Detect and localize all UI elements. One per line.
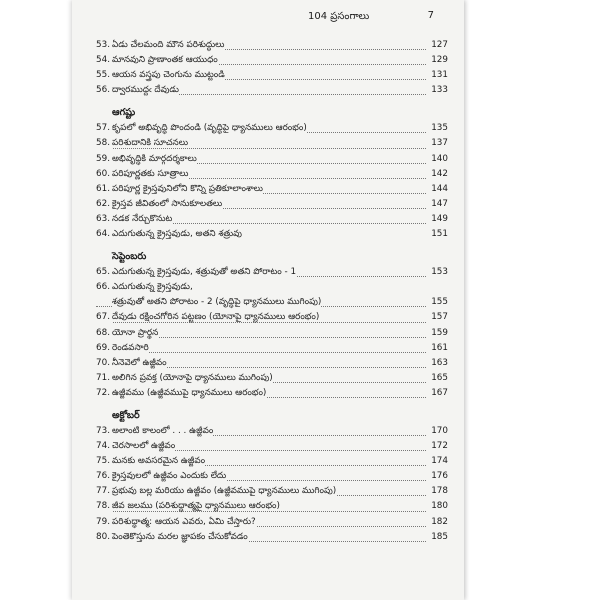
toc-entry xyxy=(96,424,448,439)
entry-number: 65. xyxy=(96,265,112,280)
toc-entry xyxy=(96,295,448,310)
entry-page-number: 170 xyxy=(429,424,448,439)
entry-title: నీనెవెలో ఉజ్జీవం xyxy=(112,357,167,368)
entry-page-number: 144 xyxy=(429,182,448,197)
toc-entry xyxy=(96,326,448,341)
entry-title: జీవ జలము (పరిశుద్ధాత్మపై ధ్యానములు ఆరంభం) xyxy=(112,501,280,512)
entry-number: 58. xyxy=(96,136,112,151)
page-header xyxy=(72,10,464,26)
entry-title: క్రైస్తవులలో ఉజ్జీవం ఎందుకు లేదు xyxy=(112,471,227,482)
entry-number: 75. xyxy=(96,454,112,469)
toc-entry xyxy=(96,484,448,499)
entry-page-number: 167 xyxy=(429,386,448,401)
entry-page-number: 155 xyxy=(429,295,448,310)
toc-section xyxy=(96,249,448,401)
section-heading: అక్టోబర్ xyxy=(112,409,140,421)
entry-page-number: 140 xyxy=(429,152,448,167)
toc-entry xyxy=(96,469,448,484)
entry-title: పరిపూర్ణ క్రైస్తవునిలోని కొన్ని ప్రతికూలాంశాలు xyxy=(112,183,263,194)
entry-title: ప్రభువు బల్ల మరియు ఉజ్జీవం (ఉజ్జీవముపై ధ్యానములు ముగింపు) xyxy=(112,486,337,497)
entry-title: చెరసాలలో ఉజ్జీవం xyxy=(112,441,176,452)
entry-title: అభివృద్ధికి మార్గదర్శకాలు xyxy=(112,153,197,164)
entry-number: 68. xyxy=(96,326,112,341)
toc-entry xyxy=(96,182,448,197)
entry-title: మానవుని ప్రాణాంతక ఆయుధం xyxy=(112,55,218,66)
entry-number: 57. xyxy=(96,121,112,136)
entry-title: ఎదుగుతున్న క్రైస్తవుడు, అతని శత్రువు xyxy=(112,229,242,240)
toc-entry xyxy=(96,167,448,182)
entry-title: కృపలో అభివృద్ధి పొందండి (వృద్ధిపై ధ్యానములు ఆరంభం) xyxy=(112,123,307,134)
book-page xyxy=(72,0,464,600)
toc-entry xyxy=(96,265,448,280)
entry-title: అలిగిన ప్రవక్త (యోనాపై ధ్యానములు ముగింపు) xyxy=(112,372,273,383)
toc-entry xyxy=(96,515,448,530)
entry-number: 77. xyxy=(96,484,112,499)
entry-number: 79. xyxy=(96,515,112,530)
entry-title: నడక నేర్చుకొనుట xyxy=(112,213,173,224)
entry-title: ఉజ్జీవము (ఉజ్జీవముపై ధ్యానములు ఆరంభం) xyxy=(112,387,267,398)
entry-number: 54. xyxy=(96,53,112,68)
entry-title: ఎదుగుతున్న క్రైస్తవుడు, శత్రువుతో అతని పోరాటం - 1 xyxy=(112,267,297,278)
entry-page-number: 185 xyxy=(429,530,448,545)
toc-entry xyxy=(96,280,448,295)
entry-page-number: 151 xyxy=(429,227,448,242)
toc-entry xyxy=(96,136,448,151)
toc-entry xyxy=(96,152,448,167)
entry-page-number: 176 xyxy=(429,469,448,484)
entry-number: 60. xyxy=(96,167,112,182)
toc-section xyxy=(96,408,448,545)
entry-number: 53. xyxy=(96,38,112,53)
entry-title: క్రైస్తవ జీవితంలో సానుకూలతలు xyxy=(112,198,223,209)
section-heading: సెప్టెంబరు xyxy=(112,251,147,263)
toc-entry xyxy=(96,499,448,514)
toc-entry xyxy=(96,212,448,227)
toc-entry xyxy=(96,439,448,454)
entry-title: ఏడు చేలమంది మౌన పరిశుద్ధులు xyxy=(112,40,225,50)
running-title: 104 ప్రసంగాలు xyxy=(308,11,370,22)
entry-page-number: 180 xyxy=(429,499,448,514)
toc-entry xyxy=(96,53,448,68)
entry-number: 74. xyxy=(96,439,112,454)
entry-number: 78. xyxy=(96,499,112,514)
entry-number: 66. xyxy=(96,280,112,295)
toc-entry xyxy=(96,454,448,469)
entry-title: శత్రువుతో అతని పోరాటం - 2 (వృద్ధిపై ధ్యానములు ముగింపు) xyxy=(112,297,322,308)
entry-number: 55. xyxy=(96,68,112,83)
entry-page-number: 161 xyxy=(429,341,448,356)
entry-title: అలాంటి కాలంలో . . . ఉజ్జీవం xyxy=(112,425,214,436)
entry-number: 69. xyxy=(96,341,112,356)
toc-section xyxy=(96,38,448,98)
entry-page-number: 182 xyxy=(429,515,448,530)
entry-title: యోనా ప్రార్థన xyxy=(112,327,159,338)
entry-number: 56. xyxy=(96,83,112,98)
entry-title: మనకు అవసరమైన ఉజ్జీవం xyxy=(112,456,206,467)
page-number: 7 xyxy=(427,10,434,21)
entry-page-number: 129 xyxy=(429,53,448,68)
entry-number: 64. xyxy=(96,227,112,242)
entry-page-number: 127 xyxy=(429,38,448,53)
entry-number: 70. xyxy=(96,356,112,371)
toc-entry xyxy=(96,121,448,136)
entry-number: 80. xyxy=(96,530,112,545)
entry-title: పరిశుద్ధాత్మ: ఆయన ఎవరు, ఏమి చేస్తారు? xyxy=(112,516,256,527)
entry-page-number: 153 xyxy=(429,265,448,280)
toc-section xyxy=(96,105,448,242)
entry-number: 59. xyxy=(96,152,112,167)
entry-page-number: 142 xyxy=(429,167,448,182)
entry-page-number: 131 xyxy=(429,68,448,83)
toc-entry xyxy=(96,227,448,242)
entry-title: రెండవసారి xyxy=(112,342,149,353)
entry-page-number: 172 xyxy=(429,439,448,454)
entry-number: 67. xyxy=(96,310,112,325)
entry-number: 71. xyxy=(96,371,112,386)
toc-entry xyxy=(96,371,448,386)
entry-page-number: 163 xyxy=(429,356,448,371)
toc-entry xyxy=(96,341,448,356)
entry-page-number: 159 xyxy=(429,326,448,341)
entry-title: దేవుడు రక్షించగోరిన పట్టణం (యోనాపై ధ్యానములు ఆరంభం) xyxy=(112,312,320,323)
toc-entry xyxy=(96,386,448,401)
entry-number: 62. xyxy=(96,197,112,212)
entry-title: ఆయన వస్త్రపు చెంగును ముట్టండి xyxy=(112,70,225,81)
section-heading: ఆగష్టు xyxy=(112,107,136,119)
entry-title: పెంతెకొస్తును మరల జ్ఞాపకం చేసుకోవడం xyxy=(112,531,248,542)
entry-page-number: 178 xyxy=(429,484,448,499)
entry-number: 63. xyxy=(96,212,112,227)
entry-page-number: 137 xyxy=(429,136,448,151)
entry-page-number: 133 xyxy=(429,83,448,98)
entry-title: ద్వారముద్దఁ దేవుడు xyxy=(112,85,179,96)
entry-number: 73. xyxy=(96,424,112,439)
entry-title: పరిశుదానికి సూచనలు xyxy=(112,138,188,149)
toc-entry xyxy=(96,197,448,212)
toc-entry xyxy=(96,530,448,545)
entry-title: పరిపూర్ణతకు సూత్రాలు xyxy=(112,168,189,179)
toc-entry xyxy=(96,356,448,371)
entry-number: 76. xyxy=(96,469,112,484)
entry-page-number: 149 xyxy=(429,212,448,227)
entry-page-number: 165 xyxy=(429,371,448,386)
toc-entry xyxy=(96,83,448,98)
entry-number: 61. xyxy=(96,182,112,197)
entry-title: ఎదుగుతున్న క్రైస్తవుడు, xyxy=(112,282,193,293)
table-of-contents xyxy=(96,38,448,545)
entry-number: 72. xyxy=(96,386,112,401)
entry-page-number: 147 xyxy=(429,197,448,212)
entry-page-number: 135 xyxy=(429,121,448,136)
toc-entry xyxy=(96,68,448,83)
toc-entry xyxy=(96,38,448,53)
toc-entry xyxy=(96,310,448,325)
entry-page-number: 174 xyxy=(429,454,448,469)
entry-page-number: 157 xyxy=(429,310,448,325)
